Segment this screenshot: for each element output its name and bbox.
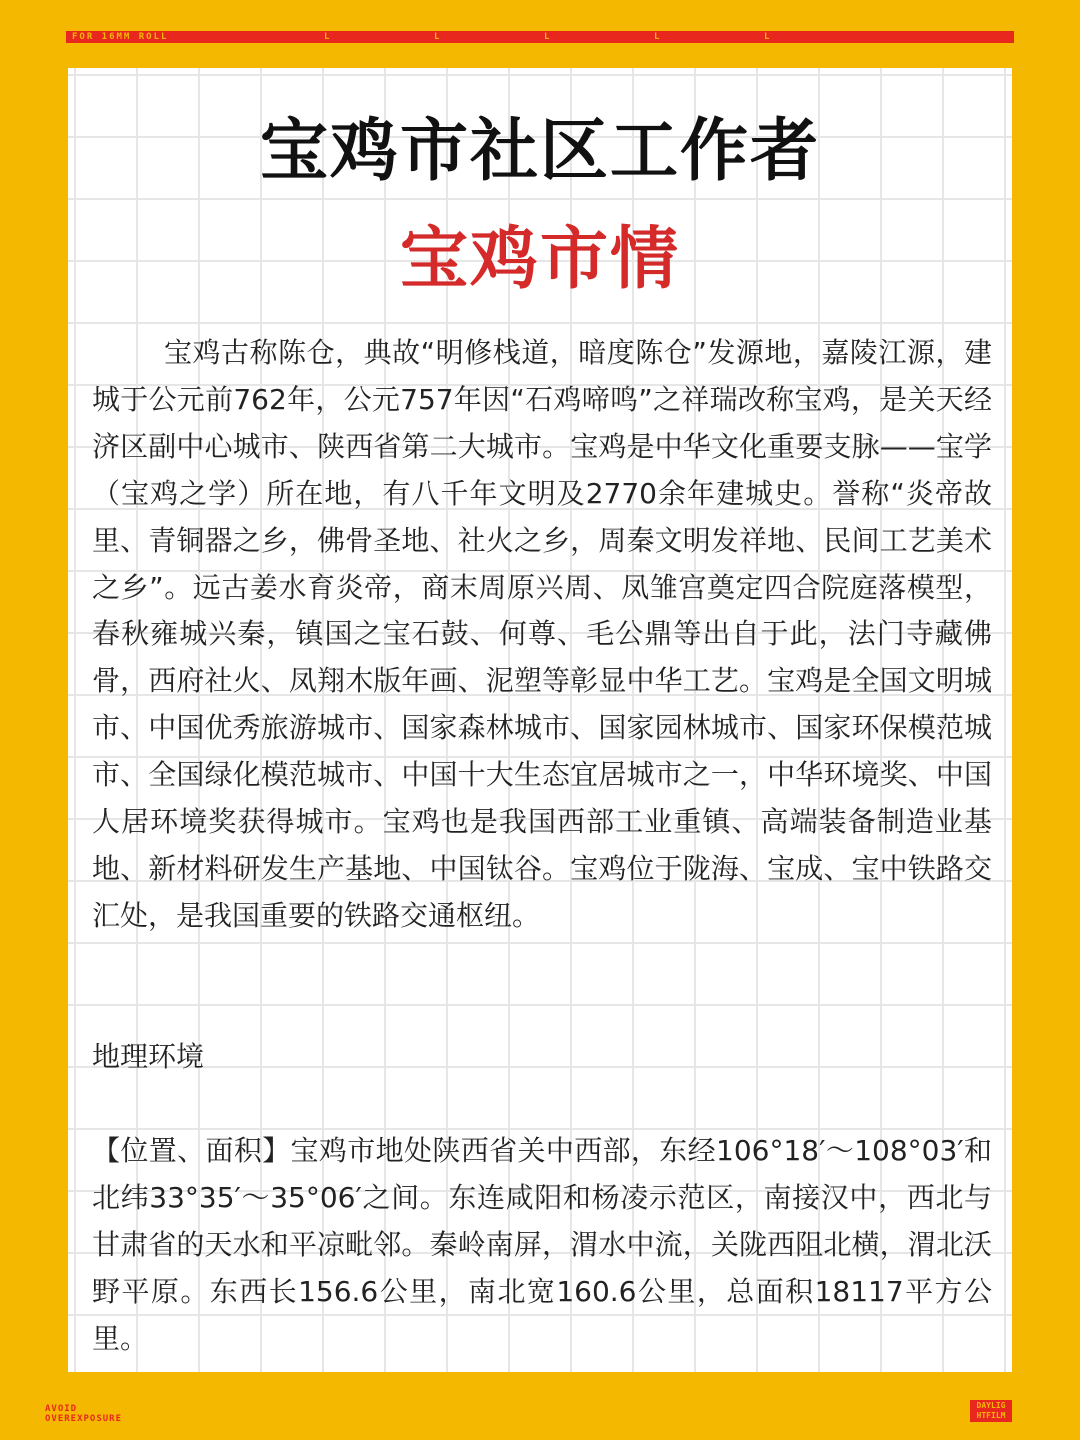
film-strip-top [66,31,1014,43]
film-mark: L [764,32,772,42]
film-roll-label: FOR 16MM ROLL [72,32,169,42]
corner-right-line2: HTFILM [976,1411,1006,1420]
intro-paragraph: 宝鸡古称陈仓，典故“明修栈道，暗度陈仓”发源地，嘉陵江源，建城于公元前762年，公元757年因“石鸡啼鸣”之祥瑞改称宝鸡，是关天经济区副中心城市、陕西省第二大城市。宝鸡是中华文化重要支脉——宝学（宝鸡之学）所在地，有八千年文明及2770余年建城史。誉称“炎帝故里、青铜器之乡，佛骨圣地、社火之乡，周秦文明发祥地、民间工艺美术之乡”。远古姜水育炎帝，商末周原兴周、凤雏宫奠定四合院庭落模型，春秋雍城兴秦，镇国之宝石鼓、何尊、毛公鼎等出自于此，法门寺藏佛骨，西府社火、凤翔木版年画、泥塑等彰显中华工艺。宝鸡是全国文明城市、中国优秀旅游城市、国家森林城市、国家园林城市、国家环保模范城市、全国绿化模范城市、中国十大生态宜居城市之一，中华环境奖、中国人居环境奖获得城市。宝鸡也是我国西部工业重镇、高端装备制造业基地、新材料研发生产基地、中国钛谷。宝鸡位于陇海、宝成、宝中铁路交汇处，是我国重要的铁路交通枢纽。 [92,336,992,932]
page-subtitle: 宝鸡市情 [399,220,680,299]
corner-badge-right [970,1400,1012,1422]
film-mark: L [544,32,552,42]
corner-left-line1: AVOID [45,1404,78,1414]
location-paragraph: 【位置、面积】宝鸡市地处陕西省关中西部，东经106°18′～108°03′和北纬33°35′～35°06′之间。东连咸阳和杨凌示范区，南接汉中，西北与甘肃省的天水和平凉毗邻。秦岭南屏，渭水中流，关陇西阻北横，渭北沃野平原。东西长156.6公里，南北宽160.6公里，总面积18117平方公里。 [92,1134,992,1355]
grid-paper-card [68,68,1012,1372]
page-title: 宝鸡市社区工作者 [259,112,820,191]
corner-right-line1: DAYLIG [976,1401,1006,1410]
film-mark: L [434,32,442,42]
film-mark: L [324,32,332,42]
section-heading: 地理环境 [92,1040,205,1073]
film-mark: L [654,32,662,42]
corner-left-line2: OVEREXPOSURE [45,1414,123,1424]
corner-label-left [45,1404,122,1424]
